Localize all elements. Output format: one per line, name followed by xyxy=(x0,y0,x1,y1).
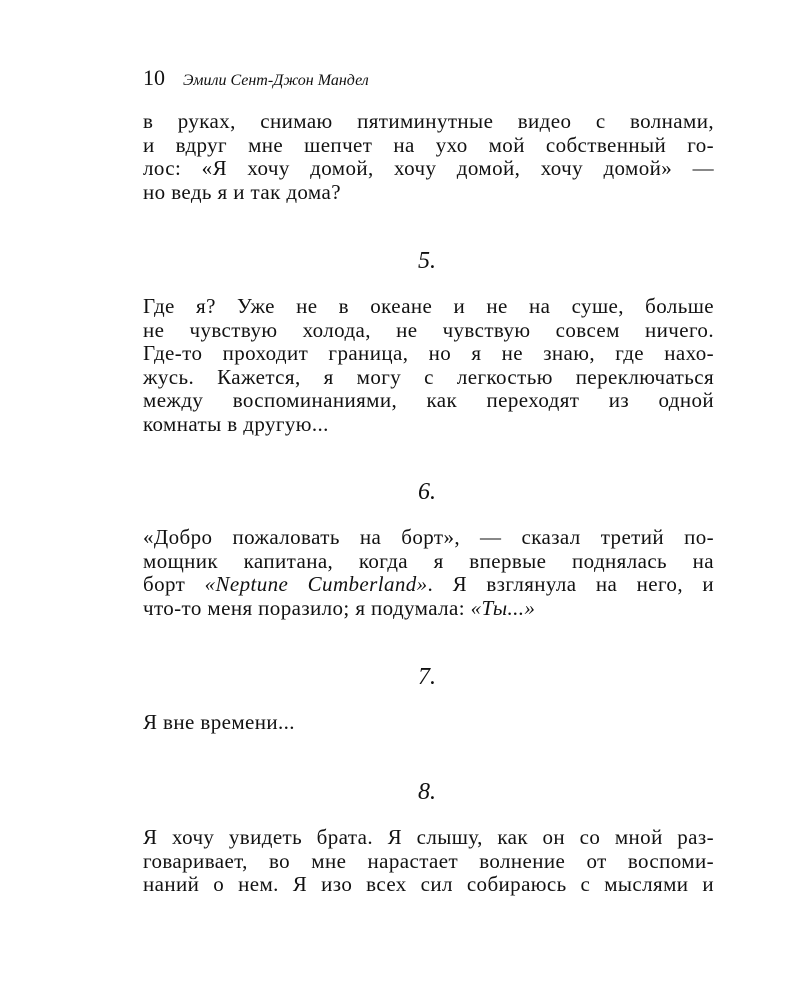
text-line: жусь. Кажется, я могу с легкостью переключаться xyxy=(143,364,714,389)
ship-name: «Neptune Cumberland» xyxy=(204,572,428,596)
section-number-6: 6. xyxy=(418,479,436,505)
section-number-8: 8. xyxy=(418,779,436,805)
text-line: но ведь я и так дома? xyxy=(143,179,341,204)
text-line: в руках, снимаю пятиминутные видео с волнами, xyxy=(143,109,714,133)
text-line: лос: «Я хочу домой, хочу домой, хочу домой» — xyxy=(143,156,714,180)
paragraph-section-8 xyxy=(143,826,714,897)
paragraph-section-5 xyxy=(143,295,714,436)
italic-thought: «Ты...» xyxy=(470,595,536,620)
text-line xyxy=(143,597,714,621)
text-line: мощник капитана, когда я впервые поднялась на xyxy=(143,548,714,573)
text-fragment: борт xyxy=(143,572,205,596)
text-line xyxy=(143,573,714,597)
text-line: комнаты в другую... xyxy=(143,411,329,436)
text-line: Я вне времени... xyxy=(143,710,295,734)
running-title: Эмили Сент-Джон Мандел xyxy=(183,72,369,89)
text-line: Я хочу увидеть брата. Я слышу, как он со мной раз- xyxy=(143,825,714,849)
text-line: говаривает, во мне нарастает волнение от воспоми- xyxy=(143,848,714,873)
text-line: Где я? Уже не в океане и не на суше, больше xyxy=(143,294,714,318)
text-line: и вдруг мне шепчет на ухо мой собственный го- xyxy=(143,132,714,157)
text-line: наний о нем. Я изо всех сил собираюсь с мыслями и xyxy=(143,872,714,896)
text-line: Где-то проходит граница, но я не знаю, где нахо- xyxy=(143,341,714,365)
text-line: «Добро пожаловать на борт», — сказал третий по- xyxy=(143,525,714,549)
text-line: между воспоминаниями, как переходят из одной xyxy=(143,388,714,412)
text-fragment: . Я взглянула на него, и xyxy=(427,572,715,596)
section-number-7: 7. xyxy=(418,664,436,690)
paragraph-section-7 xyxy=(143,711,714,735)
text-fragment: что-то меня поразило; я подумала: xyxy=(143,595,471,620)
running-head xyxy=(143,66,369,93)
text-line: не чувствую холода, не чувствую совсем ничего. xyxy=(143,317,714,342)
paragraph-intro xyxy=(143,110,714,204)
page-number: 10 xyxy=(143,65,165,90)
section-number-5: 5. xyxy=(418,248,436,274)
paragraph-section-6 xyxy=(143,526,714,620)
